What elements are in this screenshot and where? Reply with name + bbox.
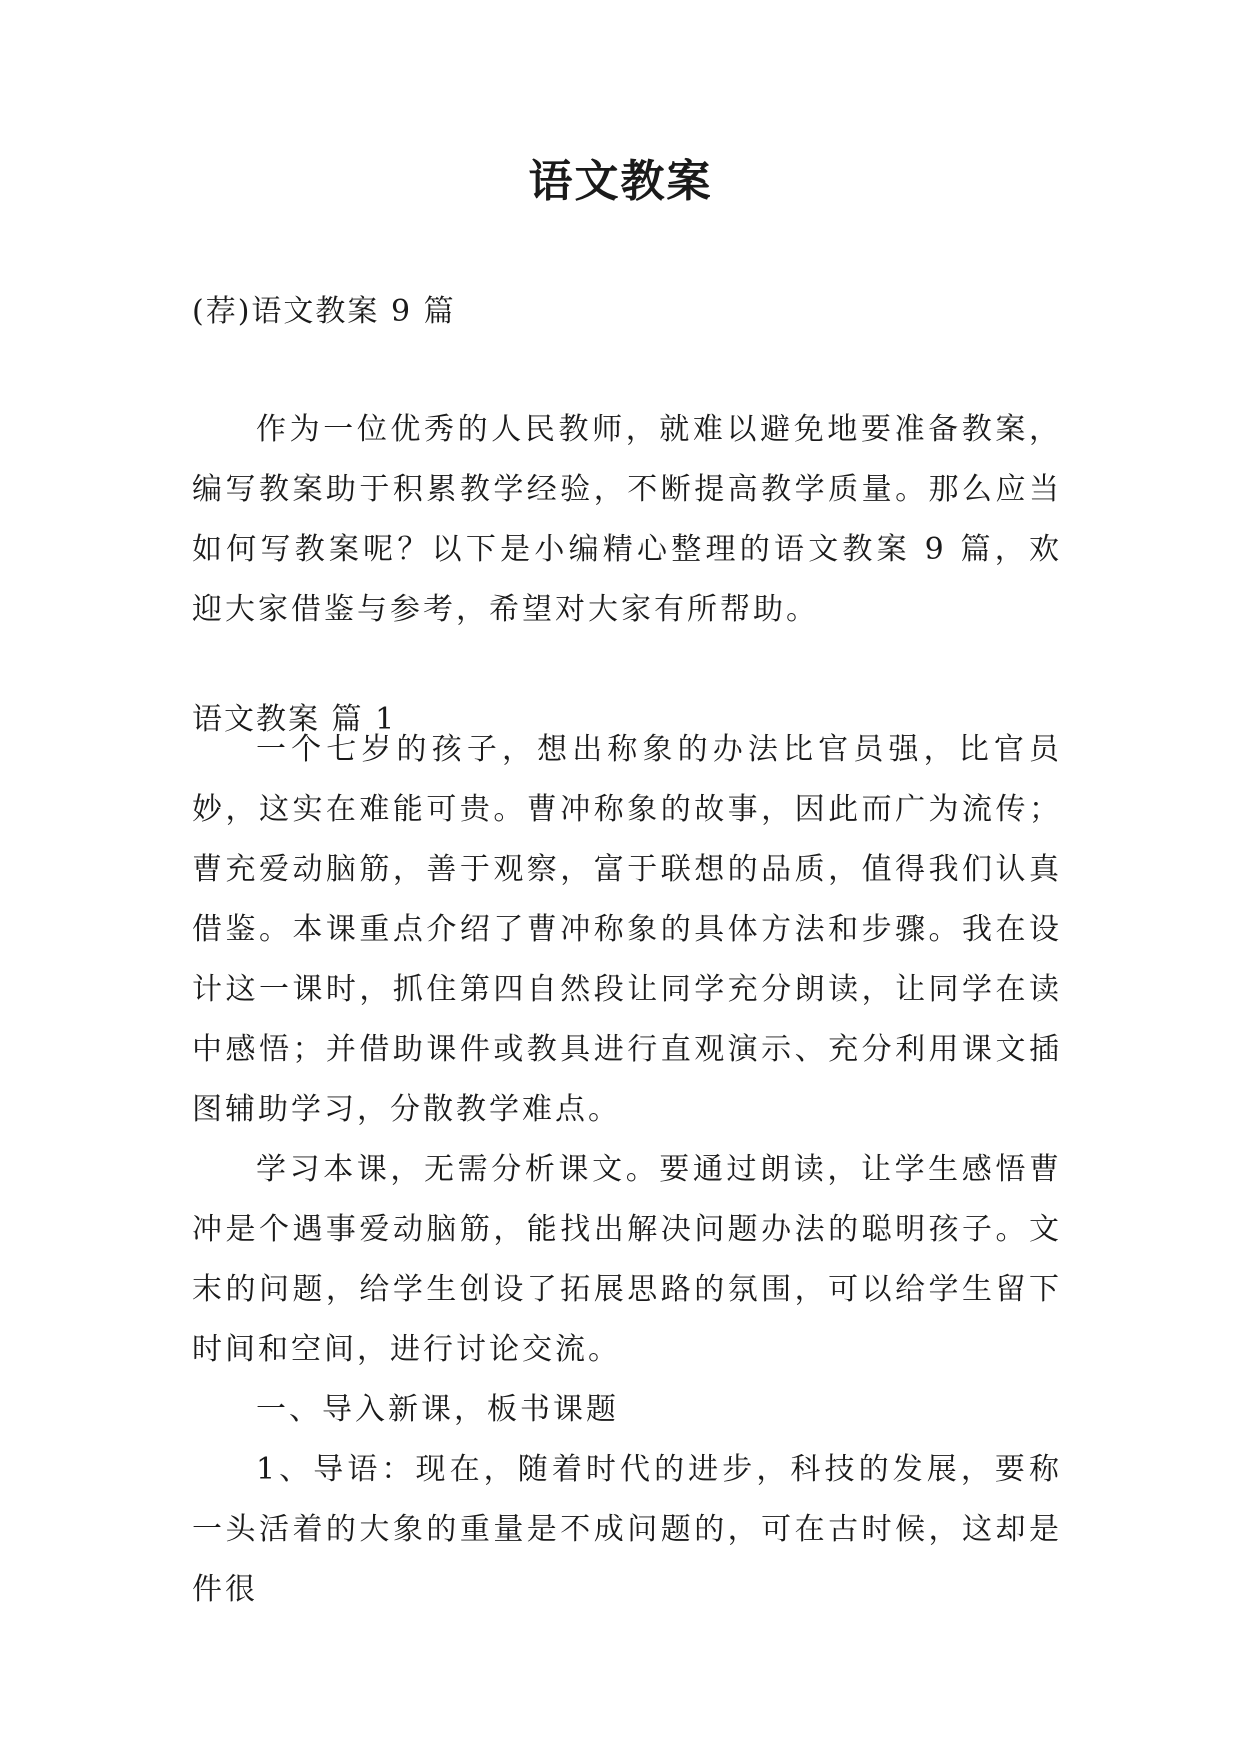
body-paragraph: 一、导入新课，板书课题 <box>256 1392 619 1427</box>
body-paragraph: 一个七岁的孩子，想出称象的办法比官员强，比官员妙，这实在难能可贵。曹冲称象的故事，因此而广为流传；曹充爱动脑筋，善于观察，富于联想的品质，值得我们认真借鉴。本课重点介绍了曹冲称象的具体方法和步骤。我在设计这一课时，抓住第四自然段让同学充分朗读，让同学在读中感悟；并借助课件或教具进行直观演示、充分利用课文插图辅助学习，分散教学难点。 <box>192 732 1062 1127</box>
document-subtitle: (荐)语文教案 9 篇 <box>192 294 456 329</box>
section-heading: 语文教案 篇 1 <box>192 702 397 737</box>
intro-paragraph: 作为一位优秀的人民教师，就难以避免地要准备教案，编写教案助于积累教学经验，不断提高教学质量。那么应当如何写教案呢？以下是小编精心整理的语文教案 9 篇，欢迎大家借鉴与参考，希望对大家有所帮助。 <box>192 412 1062 627</box>
document-title: 语文教案 <box>528 156 713 207</box>
body-paragraph: 学习本课，无需分析课文。要通过朗读，让学生感悟曹冲是个遇事爱动脑筋，能找出解决问题办法的聪明孩子。文末的问题，给学生创设了拓展思路的氛围，可以给学生留下时间和空间，进行讨论交流。 <box>192 1152 1062 1367</box>
body-paragraph: 1、导语：现在，随着时代的进步，科技的发展，要称一头活着的大象的重量是不成问题的，可在古时候，这却是件很 <box>192 1452 1062 1607</box>
